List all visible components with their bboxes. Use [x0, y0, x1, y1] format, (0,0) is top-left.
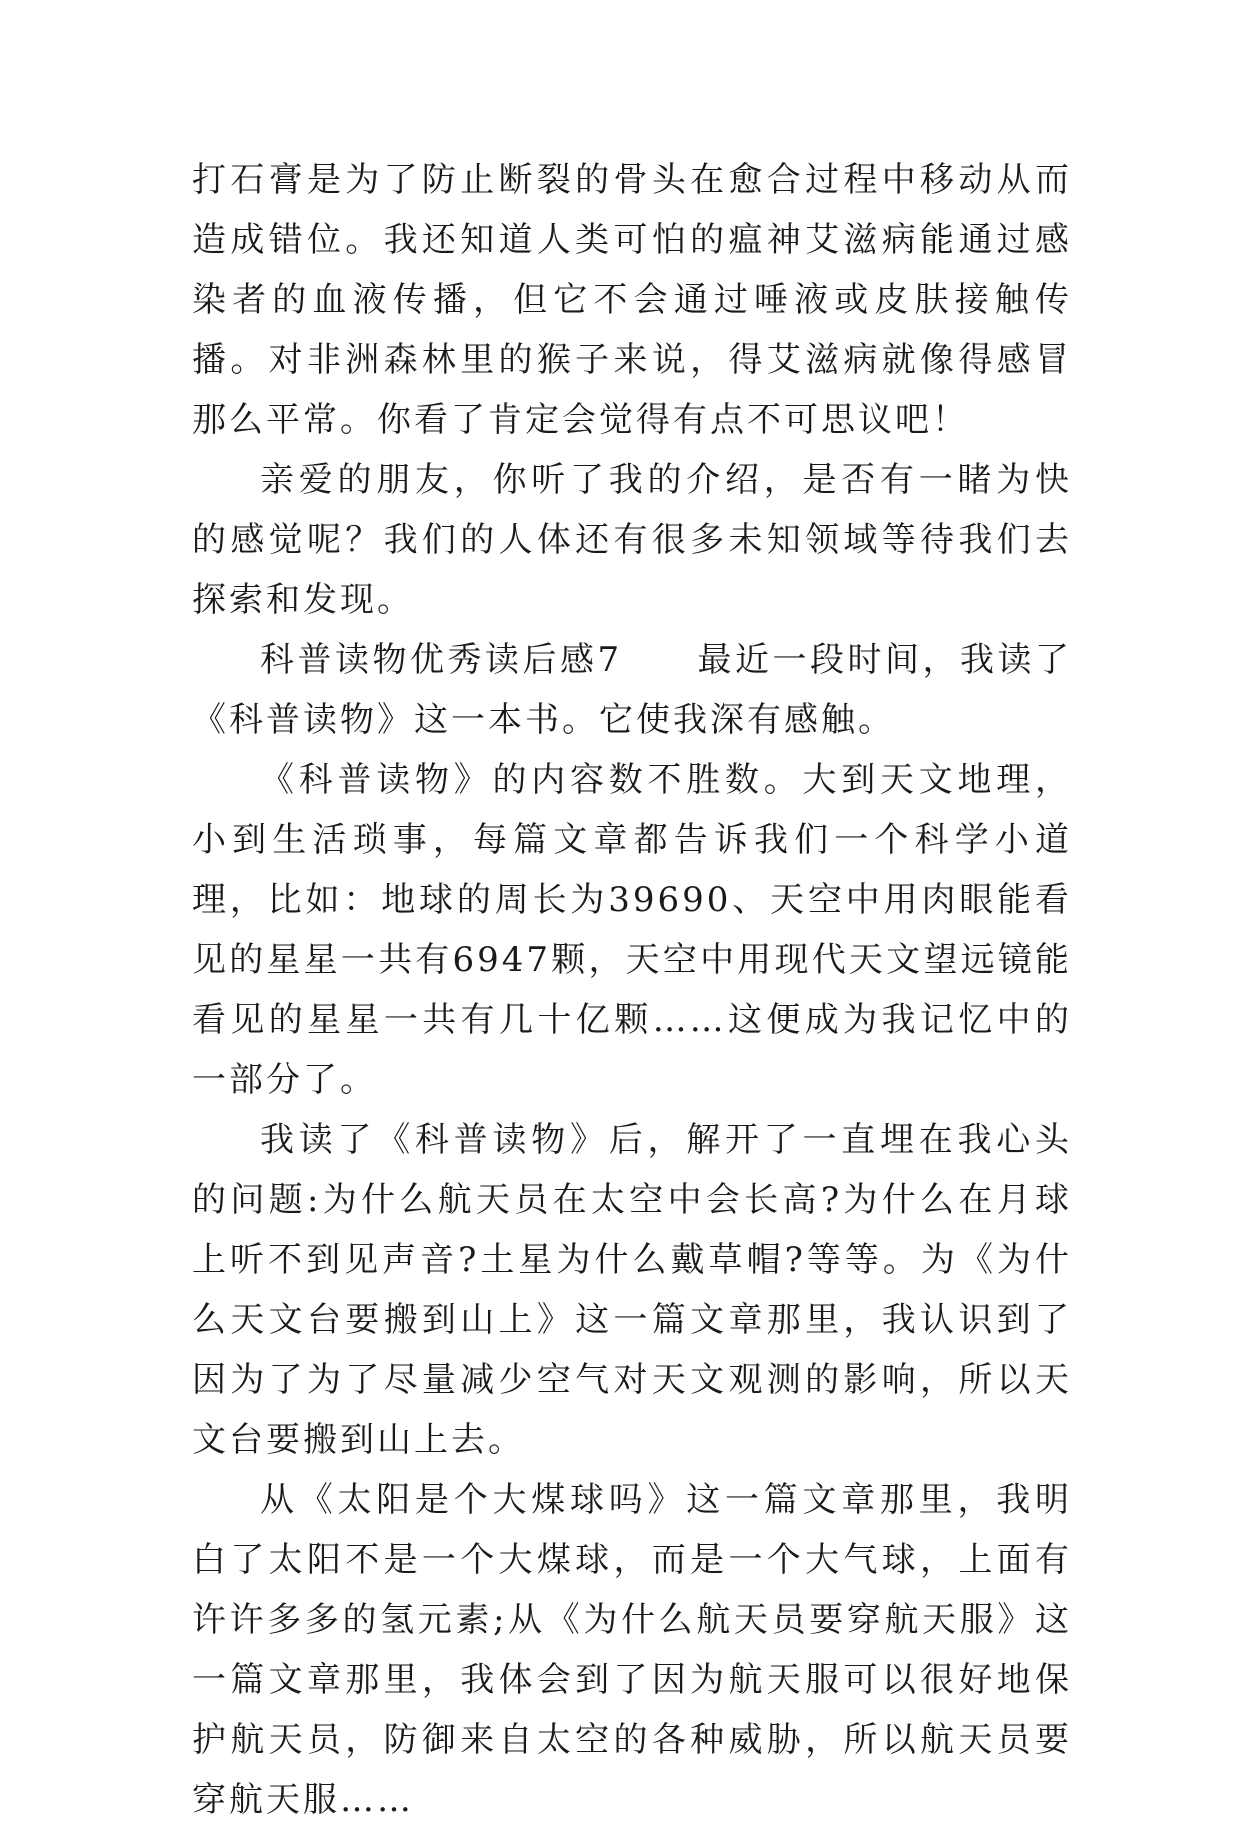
paragraph-section-heading: 科普读物优秀读后感7 最近一段时间，我读了《科普读物》这一本书。它使我深有感触。 — [192, 640, 1072, 740]
paragraph: 亲爱的朋友，你听了我的介绍，是否有一睹为快的感觉呢？我们的人体还有很多未知领域等待我们去探索和发现。 — [192, 460, 1072, 620]
document-body — [192, 150, 1072, 1830]
paragraph: 我读了《科普读物》后，解开了一直埋在我心头的问题:为什么航天员在太空中会长高?为什么在月球上听不到见声音?土星为什么戴草帽?等等。为《为什么天文台要搬到山上》这一篇文章那里，我认识到了因为了为了尽量减少空气对天文观测的影响，所以天文台要搬到山上去。 — [192, 1120, 1072, 1460]
paragraph: 从《太阳是个大煤球吗》这一篇文章那里，我明白了太阳不是一个大煤球，而是一个大气球，上面有许许多多的氢元素;从《为什么航天员要穿航天服》这一篇文章那里，我体会到了因为航天服可以很好地保护航天员，防御来自太空的各种威胁，所以航天员要穿航天服…… — [192, 1480, 1072, 1820]
paragraph: 《科普读物》的内容数不胜数。大到天文地理，小到生活琐事，每篇文章都告诉我们一个科学小道理，比如：地球的周长为39690、天空中用肉眼能看见的星星一共有6947颗，天空中用现代天文望远镜能看见的星星一共有几十亿颗……这便成为我记忆中的一部分了。 — [192, 760, 1072, 1100]
paragraph-continued: 打石膏是为了防止断裂的骨头在愈合过程中移动从而造成错位。我还知道人类可怕的瘟神艾滋病能通过感染者的血液传播，但它不会通过唾液或皮肤接触传播。对非洲森林里的猴子来说，得艾滋病就像得感冒那么平常。你看了肯定会觉得有点不可思议吧！ — [192, 160, 1072, 440]
